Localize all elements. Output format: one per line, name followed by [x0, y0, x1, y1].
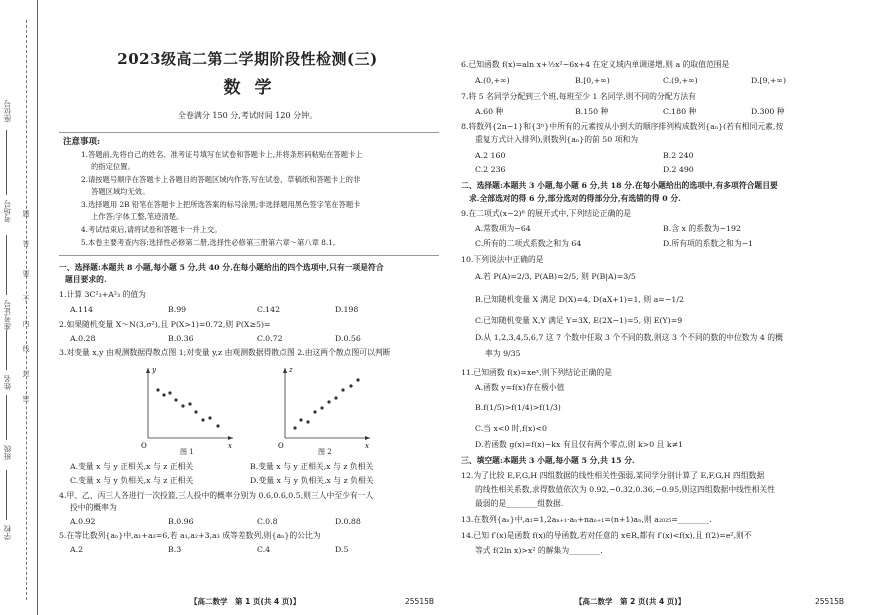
q1-opt-a: A.114: [70, 305, 93, 314]
seal-char: 封: [22, 370, 30, 377]
q11-opt-d: D.若函数 g(x)=f(x)−kx 有且仅有两个零点,则 k>0 且 k≠1: [475, 440, 684, 449]
page-1-footer: 【高二数学 第 1 页(共 4 页)】: [190, 597, 301, 606]
class-field-label: 班级: [3, 445, 12, 460]
q2-opt-c: C.0.72: [257, 334, 283, 343]
subject-title: 数学: [223, 78, 286, 98]
fill-line: [6, 130, 7, 195]
note-line: 的指定位置。: [91, 162, 135, 171]
q9-opt-b: B.含 x 的系数为−192: [663, 224, 741, 233]
q11-opt-a: A.函数 y=f(x)存在极小值: [475, 383, 565, 392]
question-3-stem: 3.对变量 x,y 由观测数据得散点图 1;对变量 y,z 由观测数据得散点图 2.由这两个散点图可以判断: [59, 348, 391, 357]
q4-opt-a: A.0.92: [70, 517, 96, 526]
seal-char: 题: [22, 210, 30, 217]
q4-opt-c: C.0.8: [257, 517, 278, 526]
scatter-point: [156, 388, 159, 391]
question-12-line3: 最弱的是________组数据.: [475, 499, 564, 508]
scatter-point: [306, 420, 309, 423]
section1-heading-cont: 题目要求的.: [65, 275, 107, 284]
fill-line: [6, 235, 7, 295]
section3-heading: 三、填空题:本题共 3 小题,每小题 5 分,共 15 分.: [461, 456, 635, 465]
question-12-line1: 12.为了比较 E,F,G,H 四组数据的线性相关性强弱,某同学分别计算了 E,F,G,H 四组数据: [461, 471, 765, 480]
q3-opt-c: C.变量 x 与 y 负相关,x 与 z 正相关: [70, 476, 194, 485]
question-6-stem: 6.已知函数 f(x)=aln x+½x²−6x+4 在定义域内单调递增,则 a 的取值范围是: [461, 60, 730, 69]
q10-opt-d: D.从 1,2,3,4,5,6,7 这 7 个数中任取 3 个不同的数,则这 3 个不同的数的中位数为 4 的概: [475, 333, 783, 342]
q11-opt-b: B.f(1/5)>f(1/4)>f(1/3): [475, 403, 561, 412]
section1-heading: 一、选择题:本题共 8 小题,每小题 5 分,共 40 分.在每小题给出的四个选项中,只有一项是符合: [59, 263, 384, 272]
notes-title: 注意事项:: [63, 137, 101, 147]
q7-opt-b: B.150 种: [575, 107, 609, 116]
binding-sidebar: [0, 0, 38, 615]
exam-title: 2023级高二第二学期阶段性检测(三): [117, 50, 378, 68]
question-10-stem: 10.下列说法中正确的是: [461, 255, 544, 264]
question-8-stem: 8.将数列{2n−1}和{3ⁿ}中所有的元素按从小到大的顺序排列构成数列{aₙ}(若有相同元素,按: [461, 122, 784, 131]
q1-opt-c: C.142: [257, 305, 281, 314]
question-9-stem: 9.在二项式(x−2)⁶ 的展开式中,下列结论正确的是: [461, 209, 632, 218]
q4-opt-d: D.0.88: [335, 517, 361, 526]
q7-opt-a: A.60 种: [475, 107, 504, 116]
scatter-figure-1: [138, 360, 238, 455]
q2-opt-d: D.0.56: [335, 334, 361, 343]
fig1-caption: 图 1: [180, 448, 194, 456]
seal-char: 内: [22, 320, 30, 327]
question-11-stem: 11.已知函数 f(x)=xeˣ,则下列结论正确的是: [461, 368, 612, 377]
scatter-point: [299, 418, 302, 421]
q8-opt-d: D.2 490: [663, 165, 694, 174]
scatter-point: [349, 384, 352, 387]
seat-number-field-label: 座位号: [3, 100, 12, 123]
fig2-x-axis-label: x: [365, 442, 369, 450]
question-2-stem: 2.如果随机变量 X～N(3,σ²),且 P(X>1)=0.72,则 P(X≥5)=: [59, 320, 271, 329]
section2-heading-cont: 求.全部选对的得 6 分,部分选对的得部分分,有选错的得 0 分.: [469, 194, 681, 203]
q4-opt-b: B.0.96: [168, 517, 194, 526]
question-8-stem-cont: 重复方式计入排列),则数列{aₙ}的前 50 项和为: [475, 135, 639, 144]
question-14-line2: 等式 f(2ln x)>x² 的解集为________.: [475, 546, 603, 555]
q7-opt-d: D.300 种: [751, 107, 785, 116]
scatter-point: [168, 391, 171, 394]
seal-char: 密: [22, 395, 30, 402]
fig1-origin-label: O: [141, 442, 147, 450]
scatter-point: [341, 388, 344, 391]
q7-opt-c: C.180 种: [663, 107, 697, 116]
note-line: 上作答;字体工整,笔迹清楚。: [91, 212, 184, 221]
scatter-point: [313, 410, 316, 413]
scatter-point: [194, 410, 197, 413]
q2-opt-a: A.0.28: [70, 334, 96, 343]
q6-opt-b: B.[0,+∞): [575, 76, 610, 85]
section2-heading: 二、选择题:本题共 3 小题,每小题 6 分,共 18 分.在每小题给出的选项中,有多项符合题目要: [461, 181, 778, 190]
q5-opt-b: B.3: [168, 545, 182, 554]
fill-line: [6, 470, 7, 520]
q5-opt-a: A.2: [70, 545, 84, 554]
page-2-footer: 【高二数学 第 2 页(共 4 页)】: [575, 597, 686, 606]
notes-box: [59, 132, 439, 256]
exam-meta: 全卷满分 150 分,考试时间 120 分钟。: [177, 111, 318, 120]
fig1-y-axis-label: y: [152, 366, 156, 374]
q3-opt-b: B.变量 x 与 y 正相关,x 与 z 负相关: [250, 462, 374, 471]
scatter-point: [320, 406, 323, 409]
seal-dashed-line: [26, 20, 27, 600]
q9-opt-c: C.所有的二项式系数之和为 64: [475, 239, 582, 248]
fig2-caption: 图 2: [318, 448, 332, 456]
seal-char: 线: [22, 345, 30, 352]
scatter-point: [356, 378, 359, 381]
scatter-point: [208, 416, 211, 419]
q2-opt-b: B.0.36: [168, 334, 194, 343]
seal-char: 不: [22, 295, 30, 302]
scatter-point: [162, 393, 165, 396]
note-line: 5.本卷主要考查内容:选择性必修第二册,选择性必修第三册第六章～第八章 8.1。: [81, 238, 341, 247]
scatter-point: [216, 424, 219, 427]
question-7-stem: 7.将 5 名同学分配到三个班,每班至少 1 名同学,则不同的分配方法有: [461, 92, 696, 101]
note-line: 答题区域均无效。: [91, 187, 150, 196]
page-1-code: 25515B: [405, 597, 435, 606]
scatter-point: [188, 402, 191, 405]
q3-opt-d: D.变量 x 与 y 负相关,x 与 z 负相关: [250, 476, 374, 485]
question-1-stem: 1.计算 3C²₃+A²₃ 的值为: [59, 290, 146, 299]
seal-char: 答: [22, 240, 30, 247]
question-5-stem: 5.在等比数列{aₙ}中,a₁+a₂=6,若 a₁,a₂+3,a₃ 成等差数列,则{aₙ}的公比为: [59, 531, 321, 540]
q9-opt-a: A.常数项为−64: [475, 224, 531, 233]
question-13-stem: 13.在数列{aₙ}中,a₁=1,2aₙ₊₁·aₙ+naₙ₊₁=(n+1)aₙ,则 a₂₀₂₅=________.: [461, 515, 712, 524]
q10-opt-d-cont: 率为 9/35: [485, 349, 521, 358]
q8-opt-c: C.2 236: [475, 165, 506, 174]
exam-room-field-label: 考场号: [3, 200, 12, 223]
note-line: 3.选择题用 2B 铅笔在答题卡上把所选答案的标号涂黑;非选择题用黑色签字笔在答题卡: [81, 200, 361, 209]
q10-opt-a: A.若 P(A)=2/3, P(AB)=2/5, 则 P(B|A)=3/5: [475, 272, 636, 281]
note-line: 2.请按题号顺序在答题卡上各题目的答题区域内作答,写在试卷、草稿纸和答题卡上的非: [81, 175, 361, 184]
q10-opt-b: B.已知随机变量 X 满足 D(X)=4, D(aX+1)=1, 则 a=−1/2: [475, 295, 684, 304]
scatter-point: [327, 400, 330, 403]
question-4-stem: 4.甲、乙、丙三人各进行一次投篮,三人投中的概率分别为 0.6,0.6,0.5,则三人中至少有一人: [59, 491, 374, 500]
note-line: 4.考试结束后,请将试卷和答题卡一并上交。: [81, 225, 222, 234]
fig1-x-axis-label: x: [228, 442, 232, 450]
q8-opt-b: B.2 240: [663, 151, 694, 160]
scatter-point: [174, 398, 177, 401]
q9-opt-d: D.所有项的系数之和为−1: [663, 239, 754, 248]
seal-char: 要: [22, 270, 30, 277]
scatter-point: [293, 426, 296, 429]
note-line: 1.答题前,先将自己的姓名、准考证号填写在试卷和答题卡上,并将条形码粘贴在答题卡上: [81, 150, 363, 159]
page-2-code: 25515B: [815, 597, 845, 606]
scatter-point: [181, 404, 184, 407]
q1-opt-d: D.198: [335, 305, 359, 314]
q5-opt-c: C.4: [257, 545, 271, 554]
exam-number-field-label: 准考证号: [3, 300, 12, 330]
q5-opt-d: D.5: [335, 545, 349, 554]
question-14-line1: 14.已知 f′(x)是函数 f(x)的导函数,若对任意的 x∈R,都有 f′(x)<f(x),且 f(2)=e²,则不: [461, 531, 752, 540]
fig2-y-axis-label: z: [289, 366, 293, 374]
fig2-origin-label: O: [278, 442, 284, 450]
q6-opt-d: D.[9,+∞): [751, 76, 787, 85]
scatter-point: [201, 418, 204, 421]
fill-line: [6, 330, 7, 370]
scatter-point: [334, 396, 337, 399]
question-4-stem-cont: 投中的概率为: [70, 503, 117, 512]
fill-line: [6, 395, 7, 440]
question-12-line2: 的线性相关系数,求得数值依次为 0.92,−0.32,0.36,−0.95,则这四组数据中线性相关性: [475, 485, 776, 494]
q3-opt-a: A.变量 x 与 y 正相关,x 与 z 正相关: [70, 462, 194, 471]
name-field-label: 姓名: [3, 375, 12, 390]
school-field-label: 学校: [3, 525, 12, 540]
q6-opt-a: A.(0,+∞): [475, 76, 510, 85]
q6-opt-c: C.(9,+∞): [663, 76, 698, 85]
scatter-figure-2: [275, 360, 375, 455]
q10-opt-c: C.已知随机变量 X,Y 满足 Y=3X, E(2X−1)=5, 则 E(Y)=9: [475, 316, 683, 325]
q11-opt-c: C.当 x<0 时,f(x)<0: [475, 424, 547, 433]
q8-opt-a: A.2 160: [475, 151, 506, 160]
q1-opt-b: B.99: [168, 305, 187, 314]
